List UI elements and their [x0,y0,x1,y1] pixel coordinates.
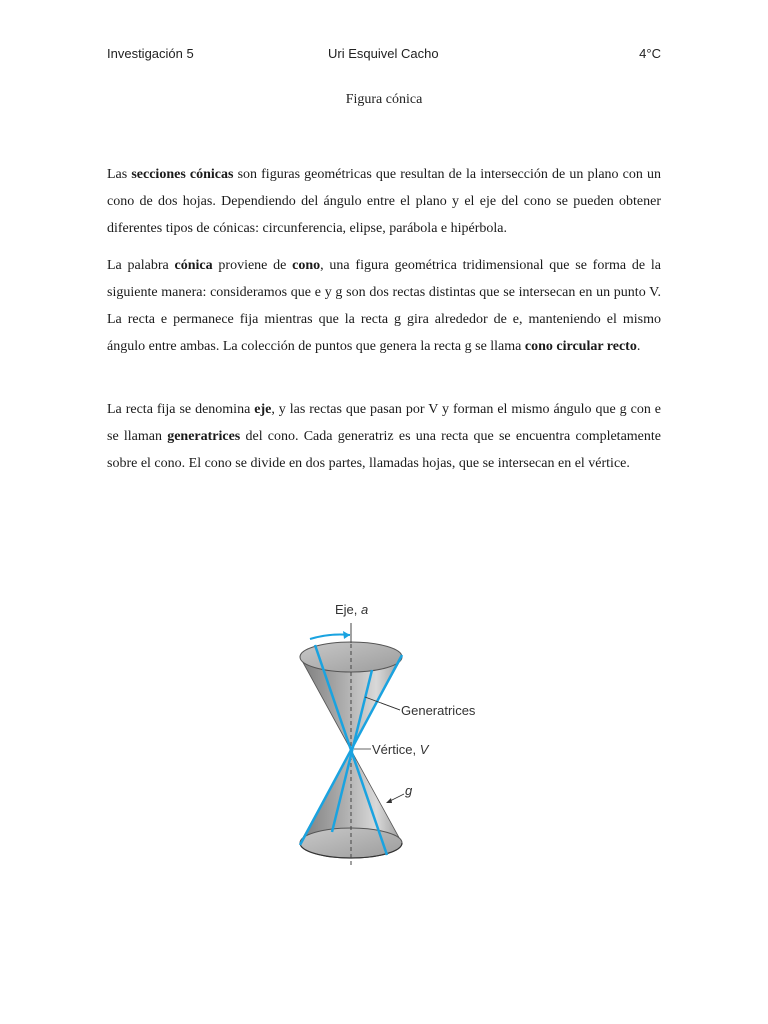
bold-term: cono circular recto [524,339,637,354]
text-run: , una figura geométrica tridimensional que se forma de la siguiente manera: consideramos que e y g son dos rectas distintas que se intersecan en un punto V. La recta e permanece fija mientras que la recta g gira alrededor de e, manteniendo el mismo ángulo entre ambas. La colección de puntos que genera la recta g se llama [107,258,661,354]
header-right: 4°C [639,46,661,61]
text-run: son figuras geométricas que resultan de la intersección de un plano con un cono de dos hojas. Dependiendo del ángulo entre el plano y el eje del cono se pueden obtener diferentes tipos de cónicas: circunferencia, elipse, parábola e hipérbola. [107,167,661,236]
cone-diagram [270,595,500,870]
text-run: La recta fija se denomina [107,402,255,417]
bold-term: cono [292,258,321,273]
page-header [107,46,661,66]
paragraph-3 [107,396,661,477]
bold-term: secciones cónicas [131,167,234,182]
text-run: proviene de [212,258,293,273]
g-label: g [405,783,413,798]
document-title: Figura cónica [345,92,423,107]
bold-term: cónica [174,258,213,273]
paragraph-2 [107,252,661,360]
bold-term: eje [254,402,272,417]
paragraph-1 [107,161,661,242]
text-run: Las [107,167,132,182]
bold-term: generatrices [167,429,241,444]
text-run: del cono. Cada generatriz es una recta que se encuentra completamente sobre el cono. El cono se divide en dos partes, llamadas hojas, que se intersecan en el vértice. [107,429,661,471]
text-run: , y las rectas que pasan por V y forman el mismo ángulo que g con e se llaman [107,402,662,444]
generatrices-label: Generatrices [401,703,476,718]
vertex-label: Vértice, V [372,742,429,757]
cone-figure [270,595,500,870]
header-author: Uri Esquivel Cacho [328,46,439,61]
text-run: . [636,339,641,354]
axis-label: Eje, a [335,602,369,617]
text-run: La palabra [107,258,175,273]
header-left: Investigación 5 [107,46,194,61]
